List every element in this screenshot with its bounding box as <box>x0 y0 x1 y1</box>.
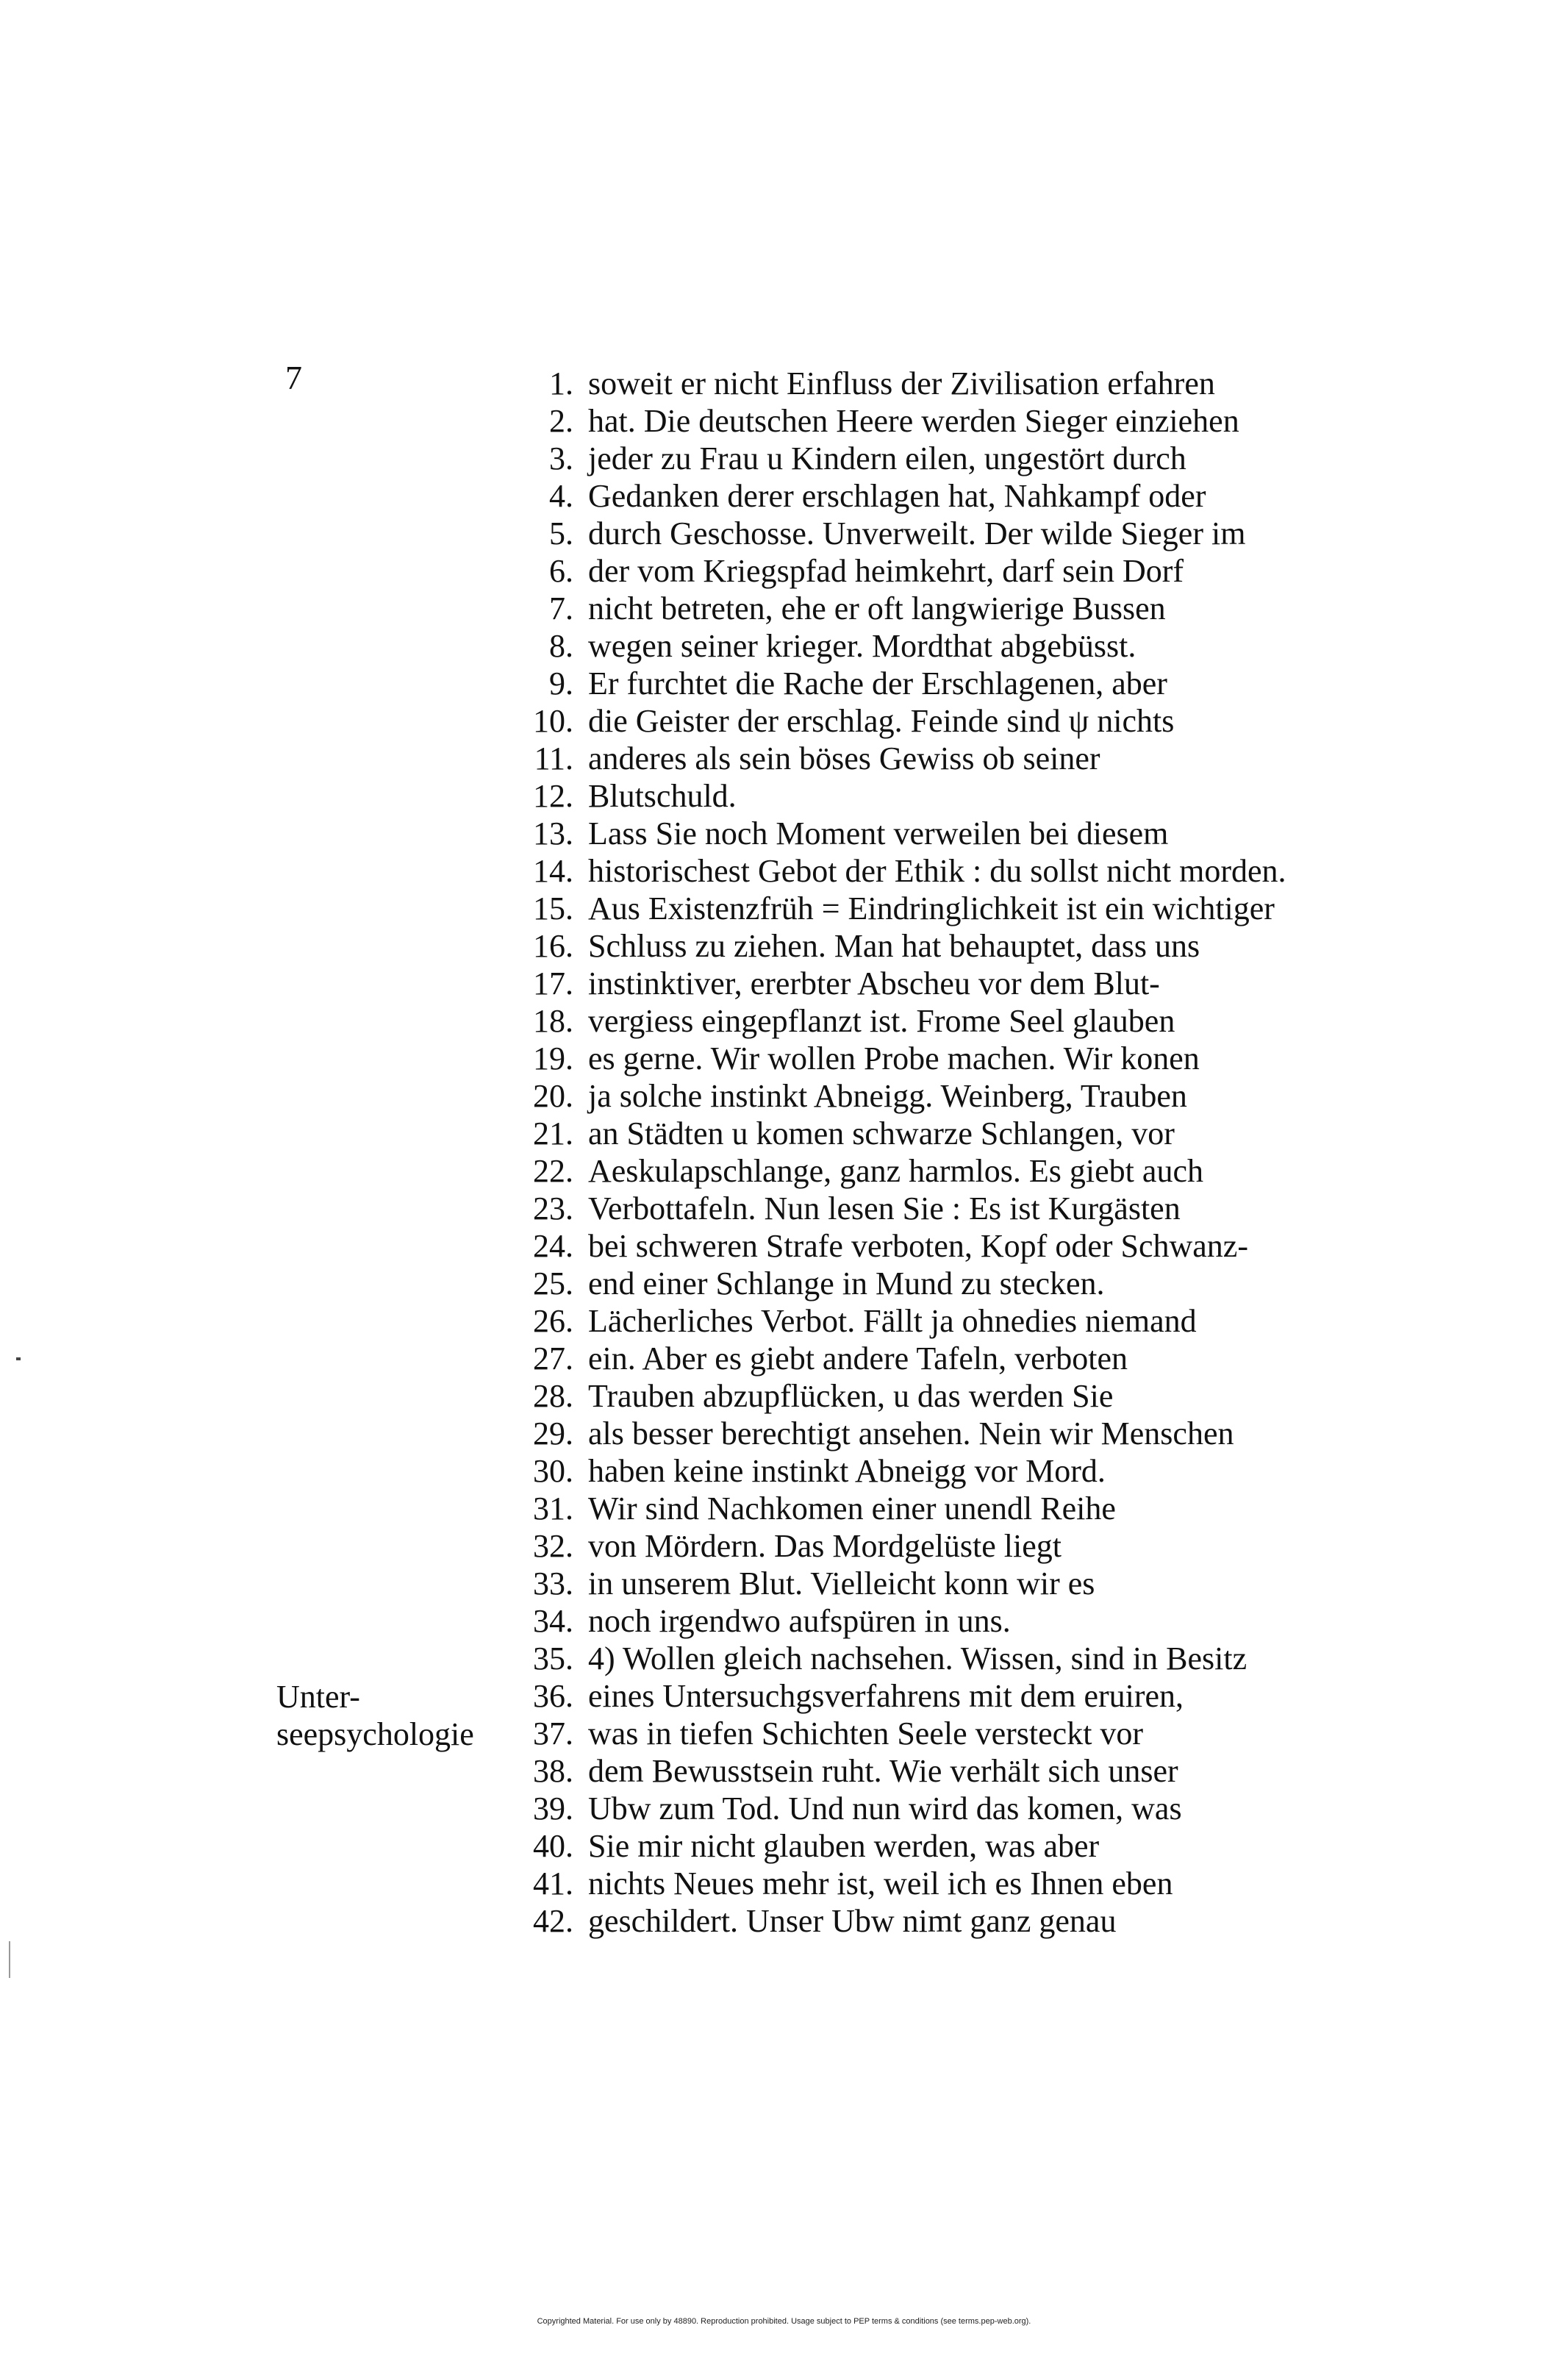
text-line <box>507 1152 1463 1190</box>
line-text: Schluss zu ziehen. Man hat behauptet, dass uns <box>588 928 1200 964</box>
line-number: 39. <box>533 1790 573 1827</box>
text-line <box>507 1340 1463 1377</box>
line-text: Aeskulapschlange, ganz harmlos. Es giebt auch <box>588 1153 1203 1189</box>
line-number: 38. <box>533 1753 573 1789</box>
line-text: vergiess eingepflanzt ist. Frome Seel glauben <box>588 1003 1175 1039</box>
line-number: 10. <box>533 703 573 739</box>
line-number: 8. <box>549 628 573 664</box>
line-text: durch Geschosse. Unverweilt. Der wilde Sieger im <box>588 515 1246 551</box>
line-text: Trauben abzupflücken, u das werden Sie <box>588 1378 1114 1414</box>
line-text: ein. Aber es giebt andere Tafeln, verboten <box>588 1340 1128 1377</box>
text-line <box>507 1040 1463 1077</box>
text-line <box>507 627 1463 665</box>
line-text: von Mördern. Das Mordgelüste liegt <box>588 1528 1062 1564</box>
line-number: 37. <box>533 1715 573 1752</box>
line-number: 23. <box>533 1190 573 1227</box>
text-line <box>507 365 1463 402</box>
line-number: 25. <box>533 1265 573 1302</box>
text-line <box>507 1265 1463 1302</box>
line-text: bei schweren Strafe verboten, Kopf oder Schwanz- <box>588 1228 1248 1264</box>
line-number: 5. <box>549 515 573 551</box>
line-number: 29. <box>533 1415 573 1452</box>
line-text: end einer Schlange in Mund zu stecken. <box>588 1265 1105 1302</box>
line-text: als besser berechtigt ansehen. Nein wir Menschen <box>588 1415 1234 1452</box>
line-text: an Städten u komen schwarze Schlangen, vor <box>588 1115 1175 1151</box>
margin-note <box>276 1678 474 1753</box>
line-text: geschildert. Unser Ubw nimt ganz genau <box>588 1903 1117 1939</box>
text-line <box>507 1415 1463 1452</box>
line-text: Wir sind Nachkomen einer unendl Reihe <box>588 1490 1116 1527</box>
line-number: 30. <box>533 1453 573 1489</box>
text-line <box>507 965 1463 1002</box>
line-text: soweit er nicht Einfluss der Zivilisation erfahren <box>588 365 1215 401</box>
line-text: es gerne. Wir wollen Probe machen. Wir konen <box>588 1040 1200 1076</box>
line-text: dem Bewusstsein ruht. Wie verhält sich unser <box>588 1753 1178 1789</box>
line-number: 20. <box>533 1078 573 1114</box>
text-line <box>507 852 1463 890</box>
text-line <box>507 665 1463 702</box>
text-line <box>507 927 1463 965</box>
text-line <box>507 1077 1463 1115</box>
text-line <box>507 1715 1463 1752</box>
text-line <box>507 1640 1463 1677</box>
margin-note-line: Unter- <box>276 1679 360 1715</box>
line-number: 15. <box>533 890 573 926</box>
text-line <box>507 1565 1463 1602</box>
line-number: 40. <box>533 1828 573 1864</box>
line-number: 6. <box>549 553 573 589</box>
line-text: die Geister der erschlag. Feinde sind ψ nichts <box>588 703 1175 739</box>
line-number: 36. <box>533 1678 573 1714</box>
line-number: 27. <box>533 1340 573 1377</box>
line-text: wegen seiner krieger. Mordthat abgebüsst. <box>588 628 1136 664</box>
line-number: 2. <box>549 403 573 439</box>
line-number: 22. <box>533 1153 573 1189</box>
line-number: 34. <box>533 1603 573 1639</box>
text-line <box>507 477 1463 515</box>
text-line <box>507 1377 1463 1415</box>
text-line <box>507 590 1463 627</box>
scan-speck <box>16 1357 21 1360</box>
line-text: Er furchtet die Rache der Erschlagenen, aber <box>588 665 1167 701</box>
line-number: 21. <box>533 1115 573 1151</box>
text-line <box>507 1490 1463 1527</box>
text-line <box>507 1527 1463 1565</box>
line-number: 32. <box>533 1528 573 1564</box>
text-line <box>507 1115 1463 1152</box>
line-text: Lass Sie noch Moment verweilen bei diesem <box>588 815 1169 851</box>
line-text: eines Untersuchgsverfahrens mit dem eruiren, <box>588 1678 1184 1714</box>
text-line <box>507 1452 1463 1490</box>
text-line <box>507 1827 1463 1865</box>
line-number: 13. <box>533 815 573 851</box>
text-line <box>507 1227 1463 1265</box>
line-text: nichts Neues mehr ist, weil ich es Ihnen eben <box>588 1865 1173 1902</box>
line-number: 26. <box>533 1303 573 1339</box>
line-text: Blutschuld. <box>588 778 737 814</box>
line-number: 35. <box>533 1640 573 1677</box>
line-number: 17. <box>533 965 573 1001</box>
line-number: 19. <box>533 1040 573 1076</box>
line-number: 9. <box>549 665 573 701</box>
line-number: 18. <box>533 1003 573 1039</box>
text-line <box>507 1902 1463 1940</box>
line-number: 33. <box>533 1565 573 1602</box>
line-text: historischest Gebot der Ethik : du sollst nicht morden. <box>588 853 1286 889</box>
line-number: 16. <box>533 928 573 964</box>
line-text: anderes als sein böses Gewiss ob seiner <box>588 740 1100 776</box>
line-text: ja solche instinkt Abneigg. Weinberg, Trauben <box>588 1078 1187 1114</box>
line-number: 28. <box>533 1378 573 1414</box>
text-line <box>507 1790 1463 1827</box>
page-number: 7 <box>285 359 302 396</box>
line-text: jeder zu Frau u Kindern eilen, ungestört durch <box>588 440 1186 476</box>
line-text: haben keine instinkt Abneigg vor Mord. <box>588 1453 1106 1489</box>
line-text: instinktiver, ererbter Abscheu vor dem Blut- <box>588 965 1160 1001</box>
line-text: der vom Kriegspfad heimkehrt, darf sein Dorf <box>588 553 1184 589</box>
line-number: 11. <box>534 740 573 776</box>
line-number: 4. <box>549 478 573 514</box>
line-number: 24. <box>533 1228 573 1264</box>
line-text: hat. Die deutschen Heere werden Sieger einziehen <box>588 403 1239 439</box>
line-text: noch irgendwo aufspüren in uns. <box>588 1603 1011 1639</box>
text-line <box>507 815 1463 852</box>
line-number: 3. <box>549 440 573 476</box>
text-line <box>507 1602 1463 1640</box>
line-text: Gedanken derer erschlagen hat, Nahkampf oder <box>588 478 1206 514</box>
text-line <box>507 890 1463 927</box>
text-line <box>507 1002 1463 1040</box>
text-line <box>507 1677 1463 1715</box>
text-line <box>507 552 1463 590</box>
text-line <box>507 1865 1463 1902</box>
line-text: Aus Existenzfrüh = Eindringlichkeit ist ein wichtiger <box>588 890 1275 926</box>
line-number: 7. <box>549 590 573 626</box>
scan-speck <box>9 1941 10 1978</box>
line-number: 42. <box>533 1903 573 1939</box>
text-line <box>507 515 1463 552</box>
text-line <box>507 402 1463 440</box>
line-number: 12. <box>533 778 573 814</box>
line-text: Verbottafeln. Nun lesen Sie : Es ist Kurgästen <box>588 1190 1181 1227</box>
text-line <box>507 440 1463 477</box>
line-number: 1. <box>549 365 573 401</box>
margin-note-line: seepsychologie <box>276 1716 474 1752</box>
text-line <box>507 1752 1463 1790</box>
text-line <box>507 1190 1463 1227</box>
line-text: Lächerliches Verbot. Fällt ja ohnedies niemand <box>588 1303 1197 1339</box>
line-text: was in tiefen Schichten Seele versteckt vor <box>588 1715 1144 1752</box>
numbered-text-lines <box>507 365 1463 1940</box>
text-line <box>507 702 1463 740</box>
line-number: 14. <box>533 853 573 889</box>
text-line <box>507 777 1463 815</box>
line-number: 41. <box>533 1865 573 1902</box>
text-line <box>507 1302 1463 1340</box>
line-text: 4) Wollen gleich nachsehen. Wissen, sind in Besitz <box>588 1640 1247 1677</box>
line-text: Ubw zum Tod. Und nun wird das komen, was <box>588 1790 1182 1827</box>
text-line <box>507 740 1463 777</box>
line-text: in unserem Blut. Vielleicht konn wir es <box>588 1565 1095 1602</box>
line-text: Sie mir nicht glauben werden, was aber <box>588 1828 1100 1864</box>
copyright-footer: Copyrighted Material. For use only by 48890. Reproduction prohibited. Usage subject to PEP terms & conditions (see terms.pep-web.org). <box>537 2317 1031 2326</box>
line-text: nicht betreten, ehe er oft langwierige Bussen <box>588 590 1166 626</box>
line-number: 31. <box>533 1490 573 1527</box>
